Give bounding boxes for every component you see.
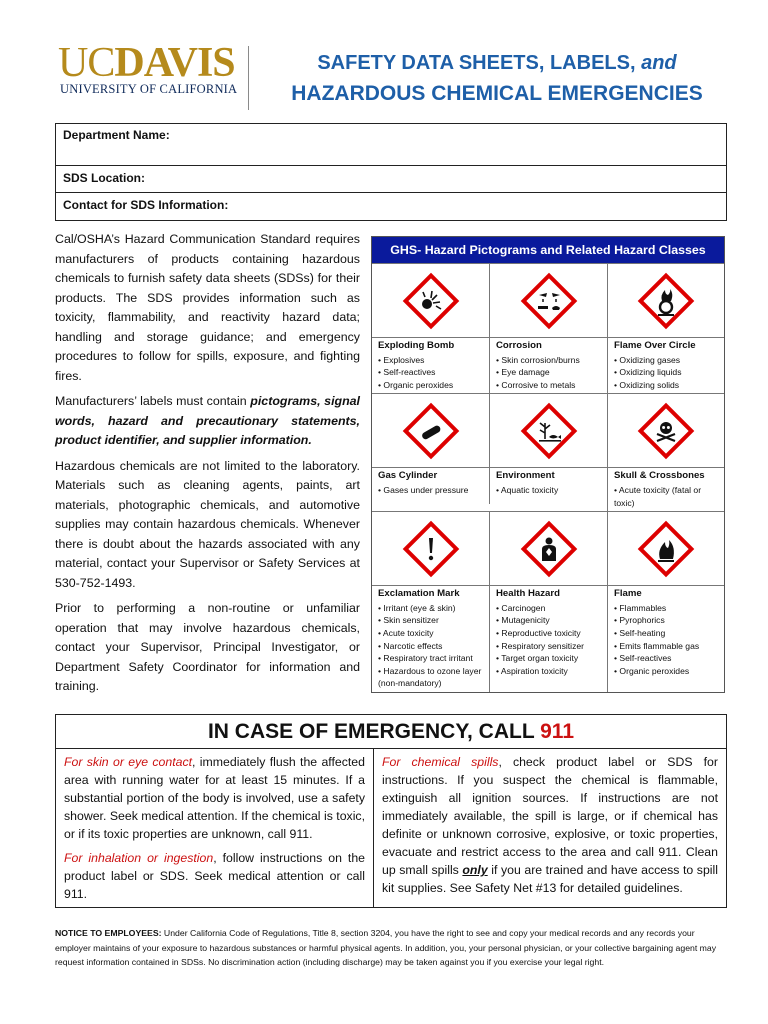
spill-instructions <box>382 753 718 897</box>
ghs-class-item: • Organic peroxides <box>614 665 720 678</box>
flame-icon <box>636 519 696 579</box>
ucdavis-logo <box>58 42 235 84</box>
logo-uc-text: UC <box>58 40 115 86</box>
notice-lead: NOTICE TO EMPLOYEES: <box>55 928 162 938</box>
ghs-pic-cell <box>490 263 608 337</box>
ghs-class-list <box>614 484 720 509</box>
intro-text <box>55 230 360 703</box>
ghs-class-cell <box>608 585 724 692</box>
spill-lead: For chemical spills <box>382 755 499 769</box>
emergency-number: 911 <box>540 720 575 743</box>
ghs-class-item: • Narcotic effects <box>378 640 485 653</box>
title-line1-and: and <box>641 52 677 74</box>
ghs-pic-cell <box>372 511 490 585</box>
corrosion-icon <box>519 271 579 331</box>
ghs-class-item: • Flammables <box>614 602 720 615</box>
ghs-class-item: • Gases under pressure <box>378 484 485 497</box>
ghs-class-item: • Acute toxicity (fatal or toxic) <box>614 484 720 509</box>
ghs-pic-cell <box>608 511 724 585</box>
emergency-box <box>55 714 727 908</box>
intro-paragraph-2 <box>55 392 360 451</box>
environment-icon <box>519 401 579 461</box>
logo-davis-text: DAVIS <box>114 40 235 86</box>
ghs-class-cell <box>608 467 724 511</box>
ghs-class-item: • Respiratory sensitizer <box>496 640 603 653</box>
ghs-class-cell <box>490 585 608 692</box>
ghs-class-item: • Carcinogen <box>496 602 603 615</box>
ghs-class-item: • Respiratory tract irritant <box>378 652 485 665</box>
intro-paragraph-1: Cal/OSHA’s Hazard Communication Standard requires manufacturers of products containing hazardous chemicals to furnish safety data sheets (SDSs) for their products. The SDS provides information such as toxicity, flammability, and reactivity hazard data; handling and storage guidance; and emergency procedures to follow for spills, exposure, and fighting fires. <box>55 232 360 383</box>
ghs-class-list <box>496 484 603 497</box>
ghs-pic-cell <box>490 393 608 467</box>
ghs-pic-cell <box>490 511 608 585</box>
exclamation-mark-icon <box>401 519 461 579</box>
ghs-class-name: Corrosion <box>496 340 542 351</box>
skin-eye-text: , immediately flush the affected area with running water for at least 15 minutes. If a substantial portion of the body is involved, use a safety shower. Seek medical attention. If the chemical is toxic, or if its toxic properties are unknown, call 911. <box>64 755 365 841</box>
ghs-pic-cell <box>608 263 724 337</box>
ghs-class-list <box>496 602 603 678</box>
ghs-class-name: Flame Over Circle <box>614 340 696 351</box>
ghs-class-item: • Emits flammable gas <box>614 640 720 653</box>
ghs-class-item: • Oxidizing solids <box>614 379 720 392</box>
ghs-grid <box>372 263 724 692</box>
ghs-class-item: • Corrosive to metals <box>496 379 603 392</box>
ghs-class-item: • Self-reactives <box>378 366 485 379</box>
ghs-class-item: • Skin sensitizer <box>378 614 485 627</box>
ghs-pic-cell <box>372 393 490 467</box>
ghs-class-item: • Skin corrosion/burns <box>496 354 603 367</box>
ghs-class-item: • Self-heating <box>614 627 720 640</box>
spill-only-emphasis: only <box>462 863 488 877</box>
ghs-class-item: • Target organ toxicity <box>496 652 603 665</box>
skin-eye-lead: For skin or eye contact <box>64 755 193 769</box>
ghs-class-item: • Mutagenicity <box>496 614 603 627</box>
ghs-class-item: • Reproductive toxicity <box>496 627 603 640</box>
ghs-class-item: • Oxidizing liquids <box>614 366 720 379</box>
title-line1-text: SAFETY DATA SHEETS, LABELS, <box>317 52 642 74</box>
ghs-class-name: Health Hazard <box>496 588 560 600</box>
flame-over-circle-icon <box>636 271 696 331</box>
ghs-class-name: Flame <box>614 588 642 600</box>
ghs-table-header: GHS- Hazard Pictograms and Related Hazard Classes <box>372 237 724 263</box>
emergency-title <box>56 715 726 749</box>
ghs-class-list <box>496 354 603 392</box>
intro-paragraph-4: Prior to performing a non-routine or unfamiliar operation that may involve hazardous chemicals, contact your Supervisor, Principal Investigator, or Department Safety Coordinator for information and training. <box>55 601 360 693</box>
ghs-class-item: • Organic peroxides <box>378 379 485 392</box>
department-name-field: Department Name: <box>56 124 726 166</box>
inhalation-instructions <box>64 849 365 903</box>
ghs-class-item: • Aquatic toxicity <box>496 484 603 497</box>
ghs-class-list <box>614 602 720 678</box>
ghs-class-cell <box>372 585 490 692</box>
intro-paragraph-2-lead: Manufacturers’ labels must contain <box>55 394 251 408</box>
skull-crossbones-icon <box>636 401 696 461</box>
ghs-class-item: • Hazardous to ozone layer (non-mandatory) <box>378 665 485 690</box>
emergency-exposure-column <box>56 748 374 907</box>
sds-contact-field: Contact for SDS Information: <box>63 198 229 212</box>
emergency-title-text: IN CASE OF EMERGENCY, CALL <box>207 720 541 743</box>
ghs-class-cell <box>490 337 608 393</box>
emergency-spill-column <box>374 748 726 907</box>
skin-eye-instructions <box>64 753 365 843</box>
ghs-class-cell <box>608 337 724 393</box>
info-box <box>55 123 727 221</box>
sds-location-field: SDS Location: <box>56 166 726 193</box>
ghs-class-cell <box>372 467 490 504</box>
ghs-class-item: • Self-reactives <box>614 652 720 665</box>
ghs-class-list <box>378 484 485 497</box>
logo-subtitle: UNIVERSITY OF CALIFORNIA <box>60 82 238 96</box>
inhalation-text: , follow instructions on the product label or SDS. Seek medical attention or call 911. <box>64 851 365 901</box>
spill-text-b: if you are trained and have access to spill kit supplies. See Safety Net #13 for detailed guidelines. <box>382 863 718 895</box>
inhalation-lead: For inhalation or ingestion <box>64 851 214 865</box>
ghs-class-name: Exclamation Mark <box>378 588 460 600</box>
page-title-line2: HAZARDOUS CHEMICAL EMERGENCIES <box>291 82 703 105</box>
page-title-line1 <box>262 52 732 75</box>
ghs-class-cell <box>490 467 608 511</box>
gas-cylinder-icon <box>401 401 461 461</box>
ghs-class-item: • Oxidizing gases <box>614 354 720 367</box>
exploding-bomb-icon <box>401 271 461 331</box>
ghs-class-cell <box>372 337 490 393</box>
ghs-class-name: Gas Cylinder <box>378 470 438 482</box>
ghs-class-name: Exploding Bomb <box>378 340 455 351</box>
ghs-class-item: • Irritant (eye & skin) <box>378 602 485 615</box>
ghs-class-item: • Pyrophorics <box>614 614 720 627</box>
intro-paragraph-2-emphasis: pictograms, signal words, hazard and precautionary statements, product identifier, and supplier information. <box>55 394 360 447</box>
ghs-class-list <box>378 602 485 690</box>
spill-text-a: , check product label or SDS for instructions. If you suspect the chemical is flammable, extinguish all ignition sources. If instructions are not immediately available, the spill is large, or if chemical has definite or unknown corrosive, explosive, or toxic properties, evacuate and restrict access to the area and call 911. Clean up small spills <box>382 755 718 877</box>
intro-paragraph-3: Hazardous chemicals are not limited to the laboratory. Materials such as cleaning agents, paints, art materials, photographic chemicals, and automotive supplies may contain hazardous chemicals. Whenever there is doubt about the hazards associated with any material, contact your Supervisor or Safety Services at 530-752-1493. <box>55 458 360 590</box>
header-divider <box>248 46 249 110</box>
ghs-pic-cell <box>372 263 490 337</box>
ghs-class-name: Skull & Crossbones <box>614 470 705 482</box>
ghs-class-name: Environment <box>496 470 555 482</box>
ghs-class-list <box>378 354 485 392</box>
ghs-pictogram-table <box>371 236 725 693</box>
employee-notice <box>55 926 727 970</box>
ghs-class-list <box>614 354 720 392</box>
ghs-class-item: • Explosives <box>378 354 485 367</box>
notice-text: Under California Code of Regulations, Title 8, section 3204, you have the right to see and copy your medical records and any records your employer maintains of your exposure to hazardous substances or harmful physical agents. In addition, you, your personal physician, or your collective bargaining agent may request information contained in SDSs. No discrimination action (including discharge) may be taken against you if you exercise your legal right. <box>55 928 717 968</box>
ghs-class-item: • Eye damage <box>496 366 603 379</box>
health-hazard-icon <box>519 519 579 579</box>
ghs-class-item: • Acute toxicity <box>378 627 485 640</box>
ghs-pic-cell <box>608 393 724 467</box>
ghs-class-item: • Aspiration toxicity <box>496 665 603 678</box>
